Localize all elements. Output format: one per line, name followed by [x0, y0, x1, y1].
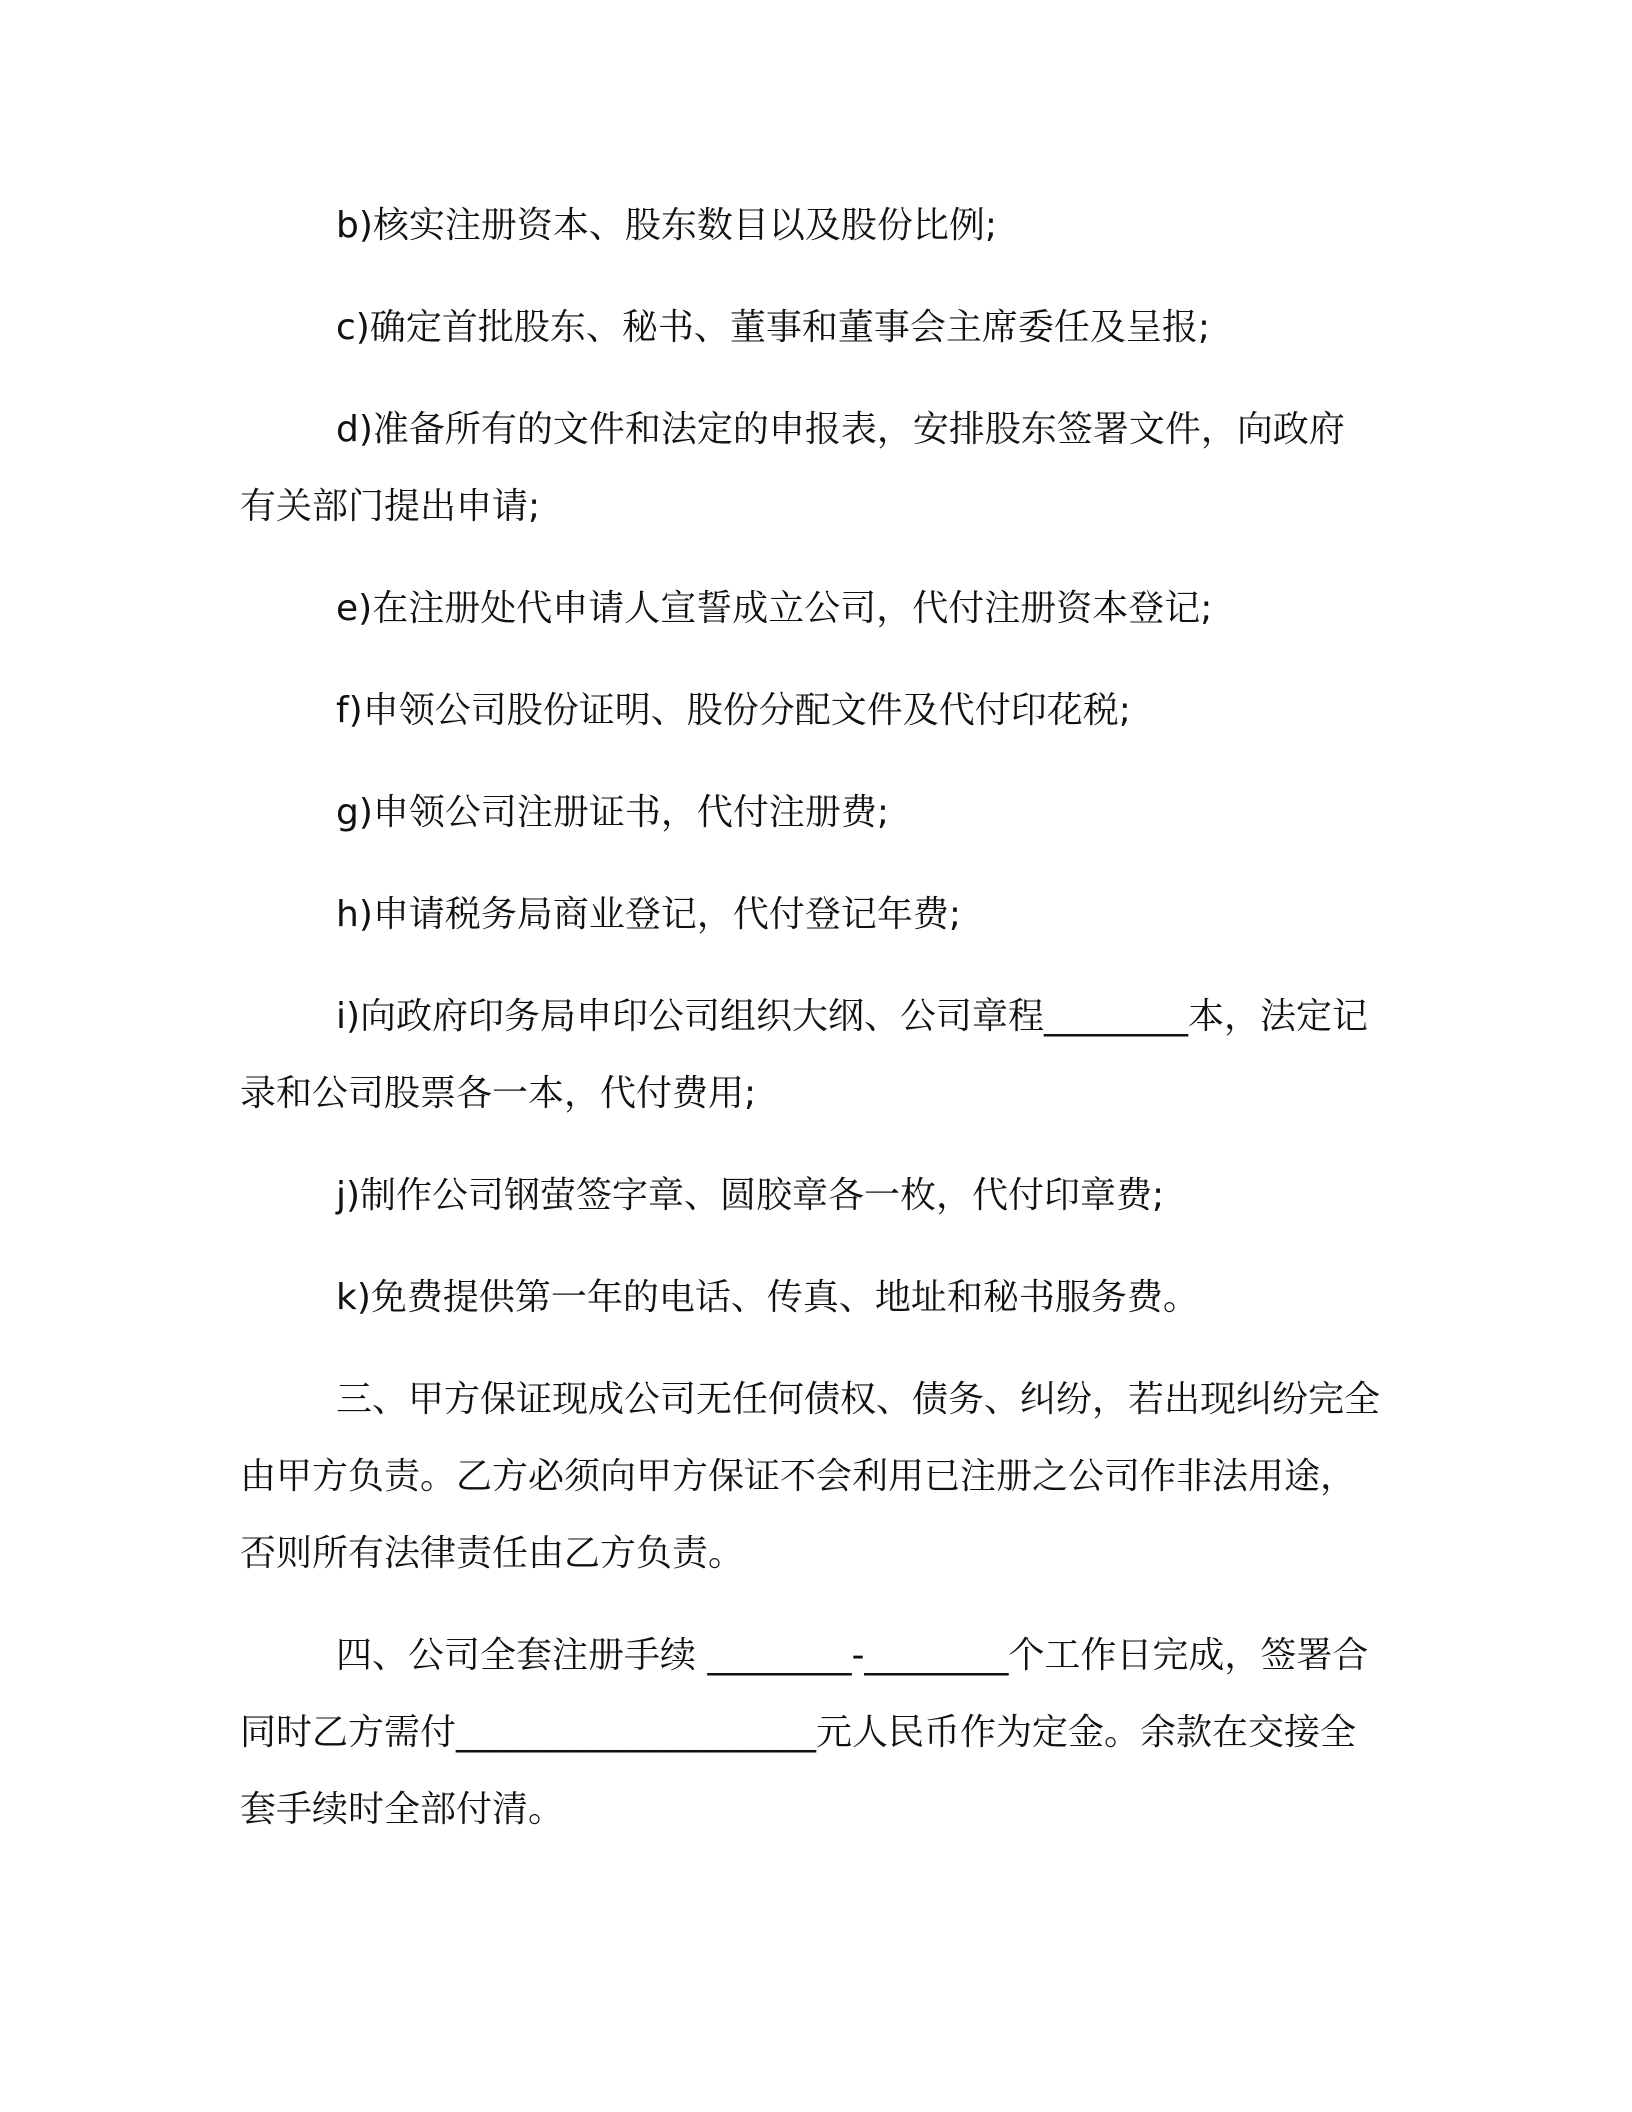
- clause-k: k)免费提供第一年的电话、传真、地址和秘书服务费。: [336, 1277, 1199, 1318]
- clause-b: b)核实注册资本、股东数目以及股份比例;: [336, 205, 998, 246]
- clause-f: f)申领公司股份证明、股份分配文件及代付印花税;: [336, 690, 1131, 731]
- clause-j: j)制作公司钢萤签字章、圆胶章各一枚，代付印章费;: [336, 1175, 1165, 1216]
- clause-i: i)向政府印务局申印公司组织大纲、公司章程________本，法定记录和公司股票各一本，代付费用;: [240, 996, 1369, 1114]
- clause-d: d)准备所有的文件和法定的申报表，安排股东签署文件，向政府有关部门提出申请;: [240, 409, 1345, 527]
- clause-e: e)在注册处代申请人宣誓成立公司，代付注册资本登记;: [336, 588, 1213, 629]
- document-body: [240, 187, 1380, 1873]
- section-four: 四、公司全套注册手续 ________-________个工作日完成，签署合同时乙方需付____________________元人民币作为定金。余款在交接全套手续时全部付清。: [240, 1635, 1369, 1830]
- clause-g: g)申领公司注册证书，代付注册费;: [336, 792, 890, 833]
- clause-c: c)确定首批股东、秘书、董事和董事会主席委任及呈报;: [336, 307, 1210, 348]
- clause-h: h)申请税务局商业登记，代付登记年费;: [336, 894, 961, 935]
- section-three: 三、甲方保证现成公司无任何债权、债务、纠纷，若出现纠纷完全由甲方负责。乙方必须向甲方保证不会利用已注册之公司作非法用途，否则所有法律责任由乙方负责。: [240, 1379, 1381, 1574]
